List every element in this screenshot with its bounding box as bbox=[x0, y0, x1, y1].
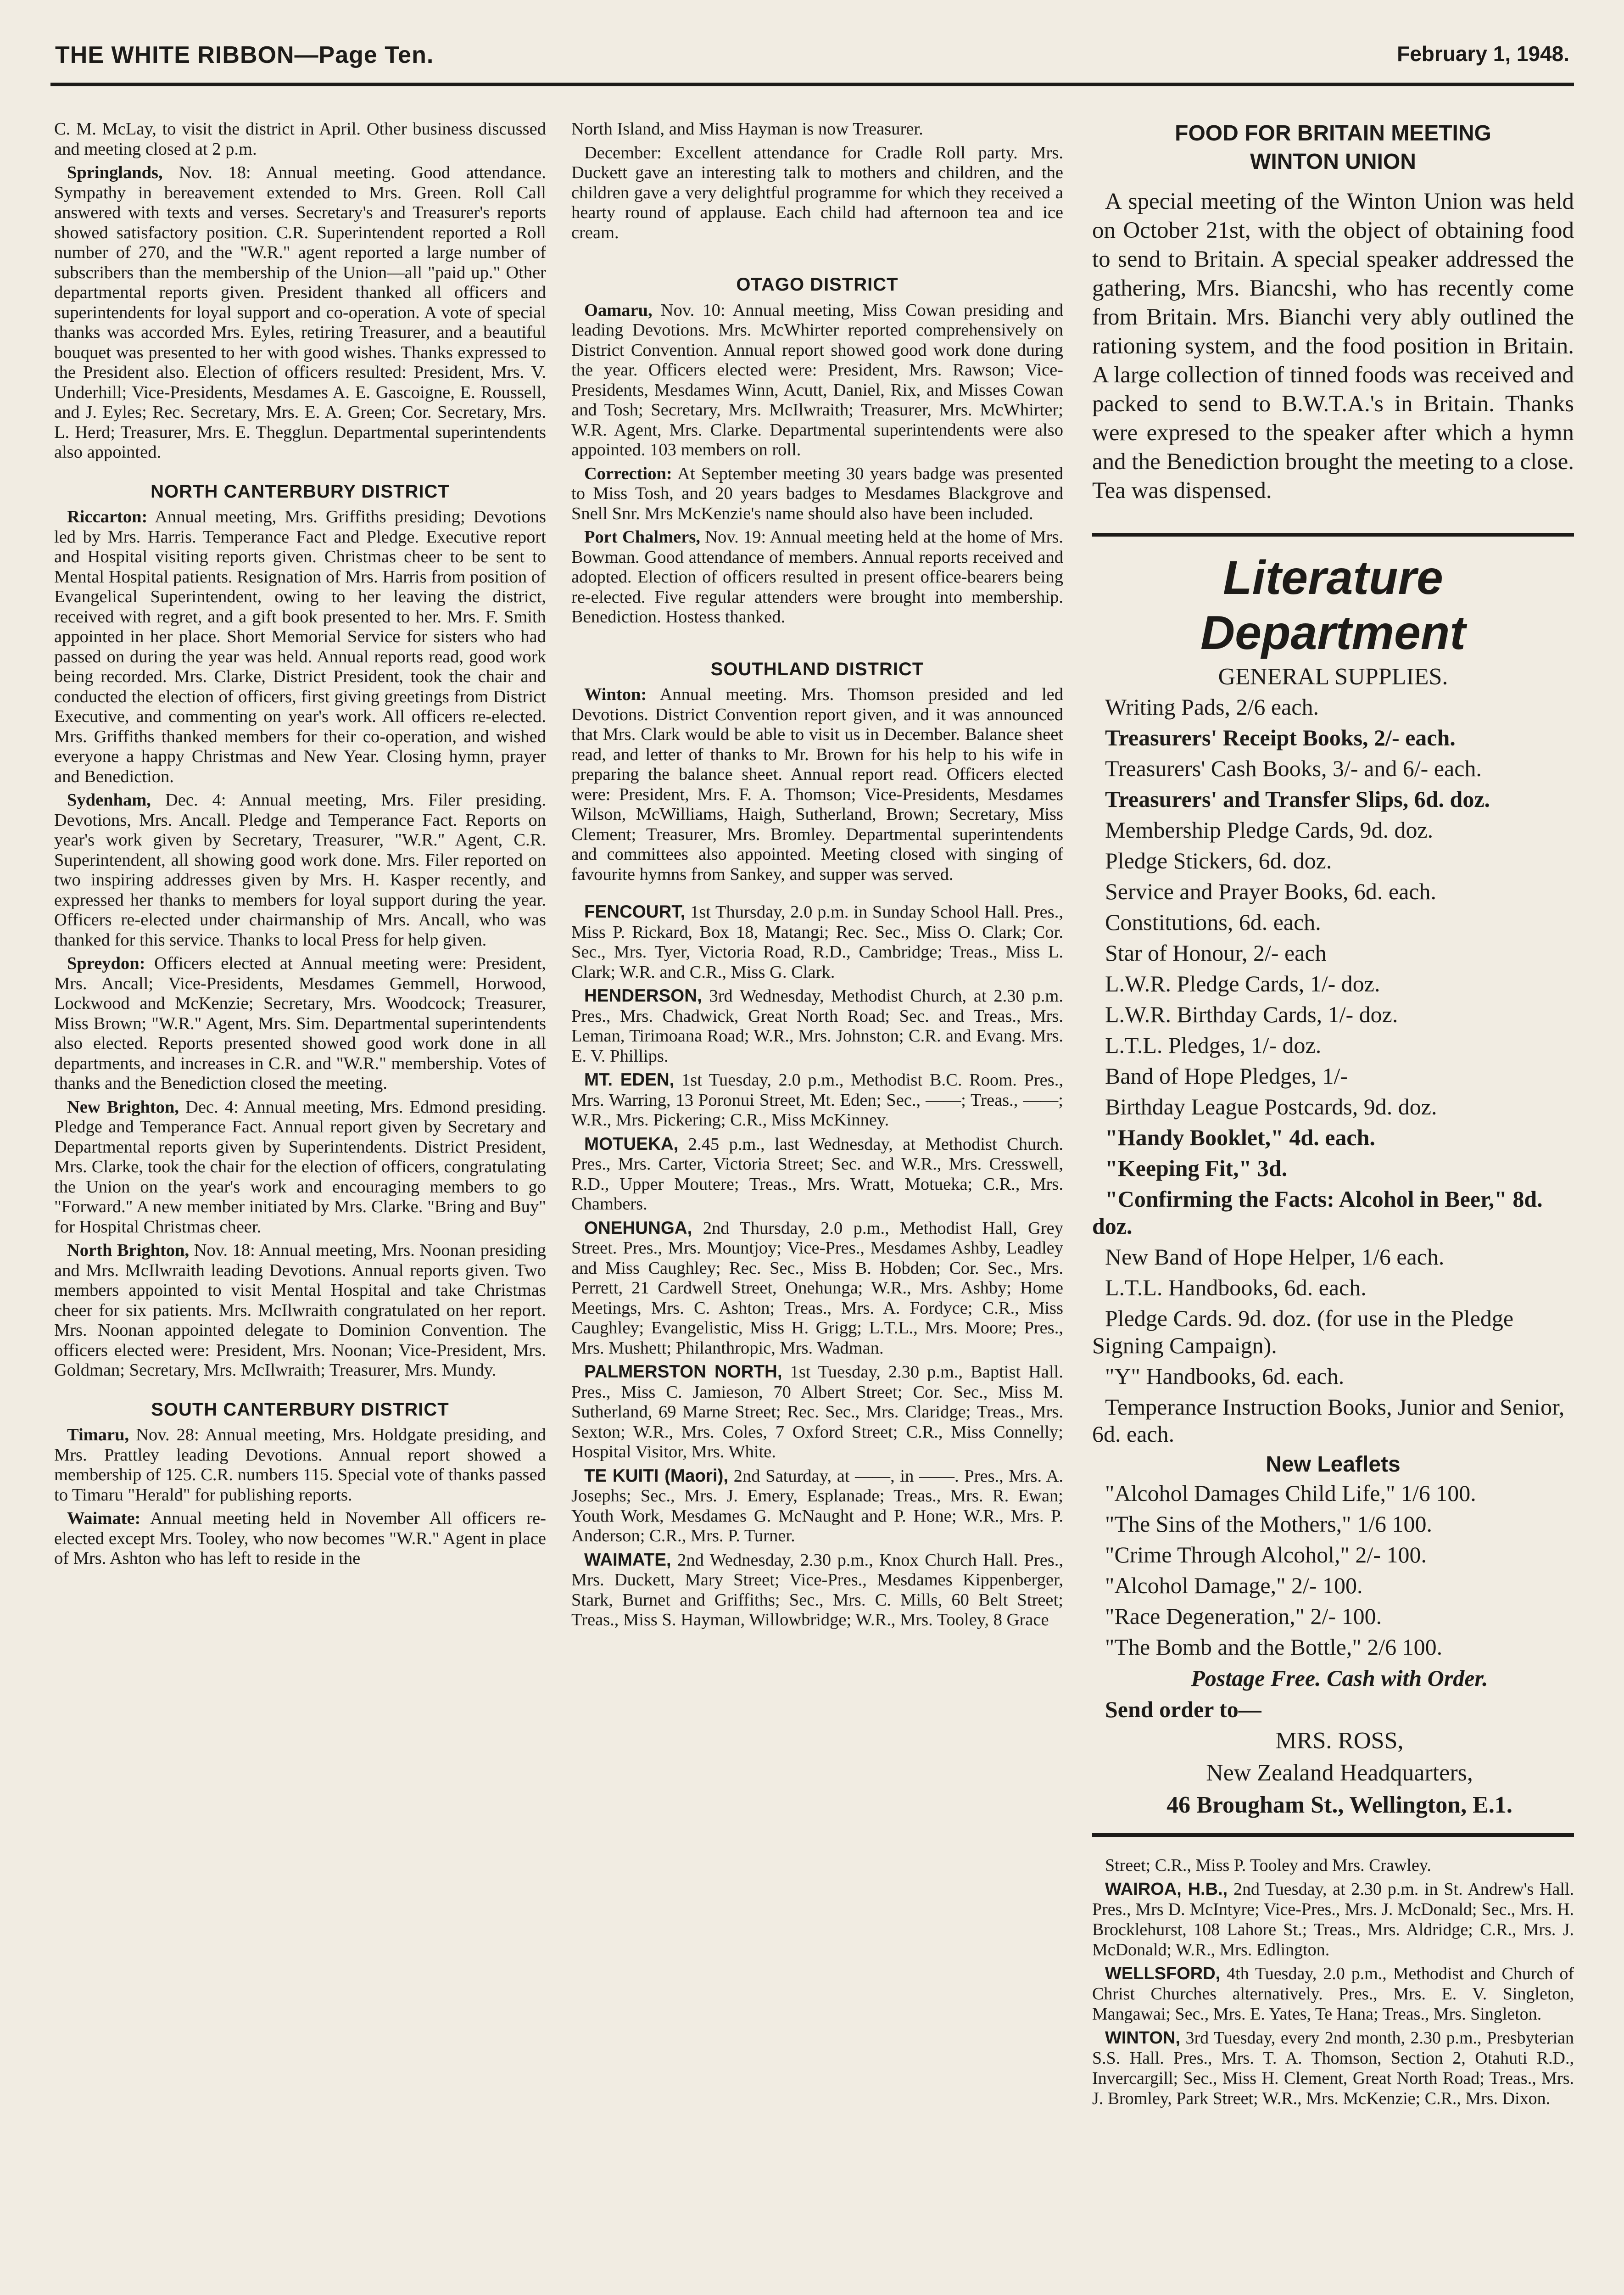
place-name: Timaru, bbox=[67, 1425, 129, 1444]
supply-item: Treasurers' and Transfer Slips, 6d. doz. bbox=[1105, 786, 1490, 812]
supply-item: Service and Prayer Books, 6d. each. bbox=[1105, 879, 1436, 904]
supply-item: New Band of Hope Helper, 1/6 each. bbox=[1105, 1244, 1445, 1270]
report-timaru bbox=[54, 1425, 546, 1505]
report-winton bbox=[571, 685, 1063, 884]
report-text: Nov. 18: Annual meeting, Mrs. Noonan presiding and Mrs. McIlwraith leading Devotions. Annual reports given. Two members appointed to visit Mental Hospital and take Christmas cheer for six patients. Mrs. McIlwraith congratulated on her report. Mrs. Noonan appointed delegate to Dominion Convention. The officers elected were: President, Mrs. Noonan; Vice-President, Mrs. Goldman; Secretary, Mrs. McIlwraith; Treasurer, Mrs. Mundy. bbox=[54, 1241, 547, 1380]
leaflet-item: "Alcohol Damages Child Life," 1/6 100. bbox=[1105, 1480, 1476, 1506]
supply-item: Constitutions, 6d. each. bbox=[1105, 909, 1321, 935]
place-name: WAIMATE, bbox=[584, 1550, 671, 1570]
place-name: TE KUITI (Maori), bbox=[584, 1466, 729, 1486]
column-2 bbox=[571, 119, 1063, 1634]
directory-entry bbox=[571, 1218, 1063, 1359]
directory-entry: Street; C.R., Miss P. Tooley and Mrs. Crawley. bbox=[1105, 1856, 1431, 1875]
report-text: Nov. 28: Annual meeting, Mrs. Holdgate presiding, and Mrs. Prattley leading Devotions. Annual report showed a membership of 125. C.R. numbers 115. Special vote of thanks passed to Timaru "Herald" for publishing reports. bbox=[54, 1425, 546, 1505]
supply-item: Pledge Stickers, 6d. doz. bbox=[1105, 848, 1332, 873]
report-text: Dec. 4: Annual meeting, Mrs. Filer presiding. Devotions, Mrs. Ancall. Pledge and Temperance Fact. Reports on year's work given by Secretary, Treasurer, "W.R." Agent, C.R. Superintendent, all showing good work done. Mrs. Filer reported on two inspiring addresses given by Mrs. H. Kasper recently, and expressed her thanks to members for loyal support during the year. Officers re-elected under chairmanship of Mrs. Ancall, who was thanked for this service. Thanks to local Press for help given. bbox=[54, 790, 546, 950]
supply-item: "Confirming the Facts: Alcohol in Beer," 8d. doz. bbox=[1092, 1186, 1543, 1239]
entry-text: 2nd Tuesday, at 2.30 p.m. in St. Andrew's Hall. Pres., Mrs D. McIntyre; Vice-Pres., Mrs. J. McDonald; Sec., Mrs. H. Brocklehurst, 108 Lahore St.; Treas., Mrs. Aldridge; C.R., Mrs. J. McDonald; W.R., Mrs. Edlington. bbox=[1092, 1880, 1574, 1959]
report-december: December: Excellent attendance for Cradle Roll party. Mrs. Duckett gave an interesting talk to mothers and children, and the children gave a very delightful programme for which they received a hearty round of applause. Each child had afternoon tea and ice cream. bbox=[571, 143, 1063, 242]
supply-item: Writing Pads, 2/6 each. bbox=[1105, 694, 1319, 720]
supply-item: Star of Honour, 2/- each bbox=[1105, 940, 1327, 966]
place-name: WELLSFORD, bbox=[1105, 1964, 1221, 1983]
place-name: Port Chalmers, bbox=[584, 527, 700, 547]
food-for-britain-article: A special meeting of the Winton Union was held on October 21st, with the object of obtaining food to send to Britain. A special speaker addressed the gathering, Mrs. Biancshi, who has recently come from Britain. Mrs. Bianchi very ably outlined the rationing system, and the food position in Britain. A large collection of tinned foods was received and packed to send to B.W.T.A.'s in Britain. Thanks were expresed to the speaker after which a hymn and the Benediction brought the meeting to a close. Tea was dispensed. bbox=[1092, 189, 1574, 504]
address-name: MRS. ROSS, bbox=[1275, 1728, 1404, 1754]
report-continuation: North Island, and Miss Hayman is now Treasurer. bbox=[571, 119, 923, 139]
report-text: Annual meeting, Mrs. Griffiths presiding; Devotions led by Mrs. Harris. Temperance Fact and Pledge. Executive report and Hospital visiting reports given. Christmas cheer to be sent to Mental Hospital patients. Resignation of Mrs. Harris from position of Evangelical Superintendent, owing to her leaving the district, received with regret, and a gift book presented to her. Mrs. F. Smith appointed in her place. Short Memorial Service for sisters who had passed on during the year was held. Annual reports read, good work being recorded. Mrs. Clarke, District President, took the chair and conducted the election of officers, first giving greetings from District Executive, and commenting on year's work. All officers re-elected. Mrs. Griffiths thanked members for their co-operation, and wished everyone a happy Christmas and New Year. Closing hymn, prayer and Benediction. bbox=[54, 507, 546, 786]
page-header bbox=[55, 37, 1569, 78]
address-line: New Zealand Headquarters, bbox=[1206, 1760, 1473, 1786]
place-name: Riccarton: bbox=[67, 507, 148, 526]
supply-item: "Handy Booklet," 4d. each. bbox=[1105, 1125, 1375, 1150]
section-rule bbox=[1092, 533, 1574, 537]
leaflets-list bbox=[1092, 1480, 1574, 1661]
place-name: Spreydon: bbox=[67, 954, 145, 973]
section-heading-north-canterbury: NORTH CANTERBURY DISTRICT bbox=[151, 481, 450, 502]
leaflet-item: "Race Degeneration," 2/- 100. bbox=[1105, 1603, 1382, 1629]
section-heading-south-canterbury: SOUTH CANTERBURY DISTRICT bbox=[151, 1399, 449, 1420]
place-name: FENCOURT, bbox=[584, 902, 686, 922]
entry-text: 3rd Tuesday, every 2nd month, 2.30 p.m., Presbyterian S.S. Hall. Pres., Mrs. T. A. Thomson, Section 2, Otahuti R.D., Invercargill; Sec., Miss H. Clement, Great North Road; Treas., Mrs. J. Bromley, Park Street; W.R., Mrs. McKenzie; C.R., Mrs. Dixon. bbox=[1092, 2028, 1574, 2108]
report-riccarton bbox=[54, 507, 546, 787]
entry-text: 4th Tuesday, 2.0 p.m., Methodist and Church of Christ Churches alternatively. Pres., Mrs. E. V. Singleton, Mangawai; Sec., Mrs. E. Yates, Te Hana; Treas., Mrs. Singleton. bbox=[1092, 1964, 1574, 2024]
supply-item: "Keeping Fit," 3d. bbox=[1105, 1155, 1288, 1181]
report-waimate bbox=[54, 1509, 546, 1569]
place-name: MT. EDEN, bbox=[584, 1070, 675, 1090]
directory-continuation bbox=[1092, 1855, 1574, 2109]
heading-line: WINTON UNION bbox=[1250, 150, 1416, 174]
place-name: Correction: bbox=[584, 464, 672, 483]
leaflet-item: "Crime Through Alcohol," 2/- 100. bbox=[1105, 1542, 1427, 1567]
section-heading-southland: SOUTHLAND DISTRICT bbox=[710, 659, 924, 679]
report-text: At September meeting 30 years badge was presented to Miss Tosh, and 20 years badges to Mesdames Blackgrove and Snell Snr. Mrs McKenzie's name should also have been included. bbox=[571, 464, 1063, 523]
supply-item: L.T.L. Pledges, 1/- doz. bbox=[1105, 1032, 1322, 1058]
directory-entry bbox=[571, 1134, 1063, 1215]
directory-entry bbox=[1092, 1879, 1574, 1960]
place-name: Waimate: bbox=[67, 1509, 141, 1528]
issue-date: February 1, 1948. bbox=[1397, 42, 1569, 66]
place-name: Oamaru, bbox=[584, 300, 653, 320]
entry-text: 2nd Saturday, at ——, in ——. Pres., Mrs. A. Josephs; Sec., Mrs. J. Emery, Esplanade; Treas., Mrs. R. Ewan; Youth Work, Mesdames G. McNaught and P. Hone; W.R., Mrs. P. Anderson; C.R., Mrs. P. Turner. bbox=[571, 1466, 1064, 1545]
running-title: THE WHITE RIBBON—Page Ten. bbox=[55, 42, 434, 68]
supply-item: Pledge Cards. 9d. doz. (for use in the Pledge Signing Campaign). bbox=[1092, 1305, 1514, 1358]
directory-entry bbox=[571, 1070, 1063, 1131]
report-text: Nov. 18: Annual meeting. Good attendance. Sympathy in bereavement extended to Mrs. Green. Roll Call answered with texts and verses. Secretary's and Treasurer's reports showed satisfactory position. C.R. Superintendent reported a Roll number of 270, and the "W.R." agent reported a large number of subscribers than the membership of the Union—all "paid up." Other departmental reports given. President thanked all officers and superintendents for loyal support and co-operation. A vote of special thanks was accorded Mrs. Eyles, retiring Treasurer, and a beautiful bouquet was presented to her with good wishes. Thanks expressed to the President also. Election of officers resulted: President, Mrs. V. Underhill; Vice-Presidents, Mesdames A. E. Gascoigne, E. Roussell, and J. Eyles; Rec. Secretary, Mrs. E. A. Green; Cor. Secretary, Mrs. L. Herd; Treasurer, Mrs. E. Thegglun. Departmental superintendents also appointed. bbox=[54, 163, 546, 462]
entry-text: 3rd Wednesday, Methodist Church, at 2.30 p.m. Pres., Mrs. Chadwick, Great North Road; Sec. and Treas., Mrs. Leman, Tirimoana Road; W.R., Mrs. Johnston; C.R. and Evang. Mrs. E. V. Phillips. bbox=[571, 986, 1064, 1066]
entry-text: 1st Tuesday, 2.30 p.m., Baptist Hall. Pres., Miss C. Jamieson, 70 Albert Street; Cor. Sec., Miss M. Sutherland, 69 Marne Street; Rec. Sec., Mrs. Claridge; Treas., Mrs. Sexton; W.R., Mrs. Coles, 7 Oxford Street; C.R., Miss Connelly; Hospital Visitor, Mrs. White. bbox=[571, 1362, 1063, 1461]
literature-department-title: Literature Department bbox=[1200, 551, 1466, 660]
supply-item: Temperance Instruction Books, Junior and Senior, 6d. each. bbox=[1092, 1394, 1565, 1447]
report-oamaru bbox=[571, 301, 1063, 460]
directory-entry bbox=[571, 902, 1063, 982]
directory-entry bbox=[571, 1466, 1063, 1546]
report-springlands bbox=[54, 163, 546, 463]
directory-entry bbox=[1092, 1964, 1574, 2024]
directory-entry bbox=[571, 1550, 1063, 1630]
report-sydenham bbox=[54, 790, 546, 950]
supply-item: Treasurers' Cash Books, 3/- and 6/- each. bbox=[1105, 756, 1482, 781]
leaflet-item: "The Sins of the Mothers," 1/6 100. bbox=[1105, 1511, 1432, 1537]
directory-entry bbox=[571, 986, 1063, 1066]
postage-note: Postage Free. Cash with Order. bbox=[1191, 1665, 1488, 1691]
report-spreydon bbox=[54, 954, 546, 1094]
report-text: Nov. 10: Annual meeting, Miss Cowan presiding and leading Devotions. Mrs. McWhirter reported comprehensively on District Convention. Annual report showed good work done during the year. Officers elected were: President, Mrs. Rawson; Vice-Presidents, Mesdames Winn, Acutt, Daniel, Rix, and Misses Cowan and Tosh; Secretary, Mrs. McIlwraith; Treasurer, Mrs. McWhirter; W.R. Agent, Mrs. Clarke. Departmental superintendents were also appointed. 103 members on roll. bbox=[571, 300, 1064, 459]
place-name: WAIROA, H.B., bbox=[1105, 1880, 1228, 1899]
column-3 bbox=[1092, 119, 1574, 2112]
place-name: Sydenham, bbox=[67, 790, 151, 810]
report-text: Nov. 19: Annual meeting held at the home of Mrs. Bowman. Good attendance of members. Annual reports received and adopted. Election of officers resulted in present office-bearers being re-elected. Five regular attenders were brought into membership. Benediction. Hostess thanked. bbox=[571, 527, 1063, 627]
entry-text: 1st Thursday, 2.0 p.m. in Sunday School Hall. Pres., Miss P. Rickard, Box 18, Matangi; Rec. Sec., Miss O. Clark; Cor. Sec., Mrs. Tyer, Victoria Road, R.D., Cambridge; Treas., Miss L. Clark; W.R. and C.R., Miss G. Clark. bbox=[571, 902, 1064, 982]
report-text: Annual meeting. Mrs. Thomson presided and led Devotions. District Convention report given, and it was announced that Mrs. Clark would be able to visit us in December. Balance sheet read, and letter of thanks to Mr. Brown for his help to his wife in preparing the balance sheet. Annual report read. Officers elected were: President, Mrs. F. A. Thomson; Vice-Presidents, Mesdames Wilson, McWilliams, Haigh, Sutherland, Brown; Secretary, Miss Clement; Treasurer, Mrs. Bromley. Departmental superintendents and committees also appointed. Meeting closed with singing of favourite hymns from Sankey, and supper was served. bbox=[571, 685, 1063, 884]
place-name: North Brighton, bbox=[67, 1241, 190, 1260]
food-for-britain-heading bbox=[1092, 119, 1574, 176]
header-rule bbox=[50, 83, 1574, 86]
supply-item: Membership Pledge Cards, 9d. doz. bbox=[1105, 817, 1434, 843]
place-name: PALMERSTON NORTH, bbox=[584, 1362, 782, 1382]
section-heading-otago: OTAGO DISTRICT bbox=[736, 274, 899, 295]
entry-text: 1st Tuesday, 2.0 p.m., Methodist B.C. Room. Pres., Mrs. Warring, 13 Poronui Street, Mt. Eden; Sec., ——; Treas., ——; W.R., Mrs. Pickering; C.R., Miss McKinney. bbox=[571, 1070, 1063, 1130]
supply-item: Band of Hope Pledges, 1/- bbox=[1105, 1063, 1348, 1089]
report-new-brighton bbox=[54, 1097, 546, 1237]
directory-entry bbox=[1092, 2028, 1574, 2109]
entry-text: 2nd Wednesday, 2.30 p.m., Knox Church Hall. Pres., Mrs. Duckett, Mary Street; Vice-Pres., Mesdames Kippenberger, Stark, Burnet and Griffiths; Sec., Mrs. C. Mills, 60 Belt Street; Treas., Miss S. Hayman, Willowbridge; W.R., Mrs. Tooley, 8 Grace bbox=[571, 1550, 1064, 1629]
place-name: HENDERSON, bbox=[584, 986, 702, 1006]
supplies-list bbox=[1092, 694, 1574, 1448]
place-name: Winton: bbox=[584, 685, 647, 704]
report-text: Dec. 4: Annual meeting, Mrs. Edmond presiding. Pledge and Temperance Fact. Annual report given by Secretary and Departmental reports given by Superintendents. District President, Mrs. Clarke, took the chair for the election of officers, congratulating the Union on the year's work and encouraging members to go "Forward." A new member initiated by Mrs. Clarke. "Bring and Buy" for Hospital Christmas cheer. bbox=[54, 1097, 546, 1237]
place-name: MOTUEKA, bbox=[584, 1134, 679, 1154]
place-name: Springlands, bbox=[67, 163, 163, 182]
section-rule bbox=[1092, 1833, 1574, 1837]
supply-item: L.T.L. Handbooks, 6d. each. bbox=[1105, 1275, 1367, 1300]
supply-item: Treasurers' Receipt Books, 2/- each. bbox=[1105, 725, 1456, 750]
report-port-chalmers bbox=[571, 527, 1063, 627]
supply-item: L.W.R. Pledge Cards, 1/- doz. bbox=[1105, 971, 1380, 996]
report-continuation: C. M. McLay, to visit the district in April. Other business discussed and meeting closed at 2 p.m. bbox=[54, 119, 546, 159]
report-text: Officers elected at Annual meeting were: President, Mrs. Ancall; Vice-Presidents, Mesdames Gemmell, Horwood, Lockwood and McKenzie; Secretary, Mrs. Woodcock; Treasurer, Miss Brown; "W.R." Agent, Mrs. Sim. Departmental superintendents also elected. Reports presented showed good work done in all departments, and increases in C.R. and "W.R." membership. Votes of thanks and the Benediction closed the meeting. bbox=[54, 954, 546, 1093]
entry-text: 2nd Thursday, 2.0 p.m., Methodist Hall, Grey Street. Pres., Mrs. Mountjoy; Vice-Pres., Mesdames Ashby, Leadley and Miss Caughley; Rec. Sec., Miss B. Hobden; Cor. Sec., Mrs. Perrett, 21 Cardwell Street, Onehunga; W.R., Mrs. Ashby; Home Meetings, Mrs. C. Ashton; Treas., Mrs. A. Fordyce; C.R., Miss Caughley; Evangelistic, Miss H. Grigg; L.T.L., Mrs. Moore; Pres., Mrs. Mushett; Philanthropic, Mrs. Wadman. bbox=[571, 1218, 1063, 1358]
report-correction bbox=[571, 464, 1063, 524]
report-north-brighton bbox=[54, 1241, 546, 1381]
column-1 bbox=[54, 119, 546, 1573]
report-text: Annual meeting held in November All officers re-elected except Mrs. Tooley, who now becomes "W.R." Agent in place of Mrs. Ashton who has left to reside in the bbox=[54, 1509, 546, 1568]
new-leaflets-heading: New Leaflets bbox=[1266, 1452, 1401, 1477]
place-name: WINTON, bbox=[1105, 2028, 1180, 2048]
supply-item: "Y" Handbooks, 6d. each. bbox=[1105, 1363, 1345, 1389]
leaflet-item: "The Bomb and the Bottle," 2/6 100. bbox=[1105, 1634, 1443, 1660]
place-name: ONEHUNGA, bbox=[584, 1218, 692, 1238]
send-order-label: Send order to— bbox=[1105, 1696, 1261, 1722]
place-name: New Brighton, bbox=[67, 1097, 179, 1117]
supply-item: Birthday League Postcards, 9d. doz. bbox=[1105, 1094, 1437, 1120]
heading-line: FOOD FOR BRITAIN MEETING bbox=[1175, 121, 1491, 146]
directory-entry bbox=[571, 1362, 1063, 1462]
general-supplies-heading: GENERAL SUPPLIES. bbox=[1218, 664, 1448, 690]
entry-text: 2.45 p.m., last Wednesday, at Methodist Church. Pres., Mrs. Carter, Victoria Street; Sec. and W.R., Mrs. Cresswell, R.D., Upper Moutere; Treas., Mrs. Wratt, Motueka; C.R., Mrs. Chambers. bbox=[571, 1134, 1064, 1214]
address-line: 46 Brougham St., Wellington, E.1. bbox=[1166, 1792, 1512, 1818]
supply-item: L.W.R. Birthday Cards, 1/- doz. bbox=[1105, 1002, 1398, 1027]
leaflet-item: "Alcohol Damage," 2/- 100. bbox=[1105, 1573, 1363, 1598]
